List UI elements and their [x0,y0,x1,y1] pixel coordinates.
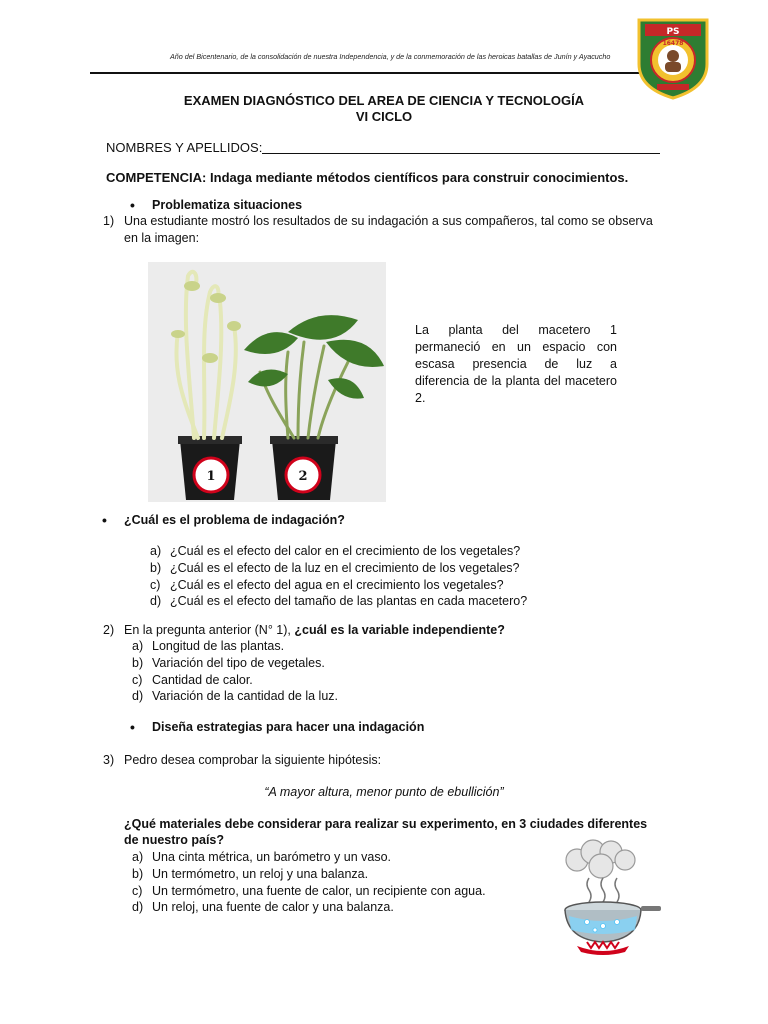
header-divider [90,72,696,74]
q1-text-line2: en la imagen: [124,231,200,245]
q3-question-line2: de nuestro país? [124,833,225,847]
exam-cycle: VI CICLO [355,109,413,124]
q1-question-text: ¿Cuál es el problema de indagación? [124,513,345,527]
q1-question [124,513,345,527]
section-problematiza: • Problematiza situaciones [152,198,302,212]
q2-option-b[interactable]: b) Variación del tipo de vegetales. [132,655,325,670]
q2-option-a[interactable]: a) Longitud de las plantas. [132,639,285,653]
competence-text: Indaga mediante métodos científicos para construir conocimientos. [210,170,629,185]
q1-options [150,543,527,610]
photo-explanation: La planta del macetero 1 permaneció en un espacio con escasa presencia de luz a diferencia de la planta del macetero 2. [415,323,617,405]
seal-number-text: 16478 [662,40,684,47]
boiling-pot-illustration [547,838,662,956]
hypothesis-quote: “A mayor altura, menor punto de ebullición” [264,785,504,799]
names-label: NOMBRES Y APELLIDOS: [106,140,263,155]
q3-option-b[interactable]: b) Un termómetro, un reloj y una balanza. [132,866,369,881]
school-seal-logo [633,14,713,100]
q1-number: 1) [103,214,115,228]
q3-option-a[interactable]: a) Una cinta métrica, un barómetro y un vaso. [132,850,392,864]
plants-photo [148,262,386,502]
q1-option-a[interactable]: a) ¿Cuál es el efecto del calor en el crecimiento de los vegetales? [150,544,521,558]
exam-title: EXAMEN DIAGNÓSTICO DEL AREA DE CIENCIA Y TECNOLOGÍA [183,93,585,108]
q1-option-c[interactable]: c) ¿Cuál es el efecto del agua en el crecimiento los vegetales? [150,577,504,592]
q1-text-line1: Una estudiante mostró los resultados de su indagación a sus compañeros, tal como se observa [124,214,653,228]
competence-label: COMPETENCIA: [106,170,207,185]
pot2-label: 2 [298,469,308,484]
q3-text: Pedro desea comprobar la siguiente hipótesis: [124,753,382,767]
pot1-label: 1 [206,469,216,484]
q2-text: En la pregunta anterior (N° 1), ¿cuál es la variable independiente? [124,623,505,637]
q3-option-c[interactable]: c) Un termómetro, una fuente de calor, un recipiente con agua. [132,883,486,898]
q3-option-d[interactable]: d) Un reloj, una fuente de calor y una balanza. [132,900,394,915]
names-field-line[interactable] [262,153,660,154]
q2-option-d[interactable]: d) Variación de la cantidad de la luz. [132,689,338,704]
q1-option-b[interactable]: b) ¿Cuál es el efecto de la luz en el crecimiento de los vegetales? [150,560,520,575]
q2-option-c[interactable]: c) Cantidad de calor. [132,672,253,687]
header-note: Año del Bicentenario, de la consolidación de nuestra Independencia, y de la conmemoración de las heroicas batallas de Junín y Ayacucho [170,52,611,61]
q3-number: 3) [103,753,115,767]
q3-options [132,849,486,916]
q1-option-d[interactable]: d) ¿Cuál es el efecto del tamaño de las plantas en cada macetero? [150,594,528,609]
competence [106,170,628,185]
seal-top-text: PS [666,27,680,37]
q2-options [132,638,338,705]
q2-number: 2) [103,623,115,637]
q3-question-line1: ¿Qué materiales debe considerar para realizar su experimento, en 3 ciudades diferentes [124,817,648,831]
section-disena: • Diseña estrategias para hacer una indagación [152,720,424,734]
